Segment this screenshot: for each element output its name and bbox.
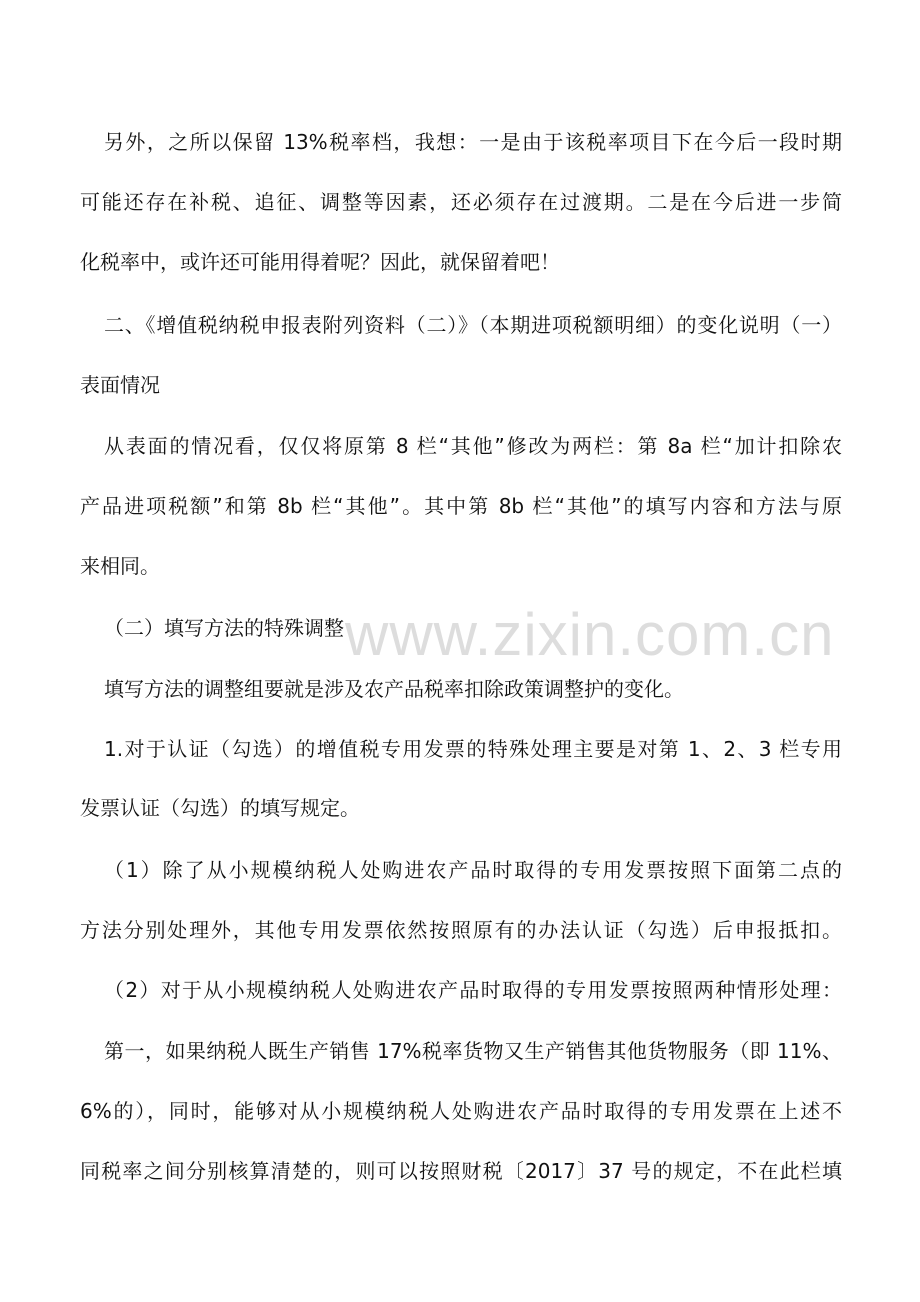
paragraph-line: 可能还存在补税、追征、调整等因素，还必须存在过渡期。二是在今后进一步简 [80, 190, 842, 214]
paragraph-line: 从表面的情况看，仅仅将原第 8 栏“其他”修改为两栏：第 8a 栏“加计扣除农 [104, 434, 842, 458]
subsection-heading: （二）填写方法的特殊调整 [104, 616, 344, 640]
paragraph-line: 产品进项税额”和第 8b 栏“其他”。其中第 8b 栏“其他”的填写内容和方法与原 [80, 494, 842, 518]
paragraph-line: 来相同。 [80, 554, 160, 578]
paragraph-line: （2）对于从小规模纳税人处购进农产品时取得的专用发票按照两种情形处理： [104, 978, 842, 1002]
paragraph-line: （1）除了从小规模纳税人处购进农产品时取得的专用发票按照下面第二点的 [104, 858, 842, 882]
paragraph-line: 6%的），同时，能够对从小规模纳税人处购进农产品时取得的专用发票在上述不 [80, 1099, 842, 1123]
paragraph-line: 方法分别处理外，其他专用发票依然按照原有的办法认证（勾选）后申报抵扣。 [80, 918, 842, 942]
watermark: www.zixin.com.cn [345, 601, 835, 668]
paragraph-line: 发票认证（勾选）的填写规定。 [80, 796, 360, 820]
section-heading: 表面情况 [80, 373, 160, 397]
paragraph-line: 填写方法的调整组要就是涉及农产品税率扣除政策调整护的变化。 [104, 677, 684, 701]
paragraph-line: 1.对于认证（勾选）的增值税专用发票的特殊处理主要是对第 1、2、3 栏专用 [104, 737, 842, 761]
paragraph-line: 第一，如果纳税人既生产销售 17%税率货物又生产销售其他货物服务（即 11%、 [104, 1039, 842, 1063]
paragraph-line: 同税率之间分别核算清楚的，则可以按照财税〔2017〕37 号的规定，不在此栏填 [80, 1159, 842, 1183]
paragraph-line: 另外，之所以保留 13%税率档，我想：一是由于该税率项目下在今后一段时期 [104, 130, 842, 154]
section-heading: 二、《增值税纳税申报表附列资料（二）》（本期进项税额明细）的变化说明（一） [104, 313, 842, 337]
paragraph-line: 化税率中，或许还可能用得着呢？因此，就保留着吧！ [80, 250, 560, 274]
